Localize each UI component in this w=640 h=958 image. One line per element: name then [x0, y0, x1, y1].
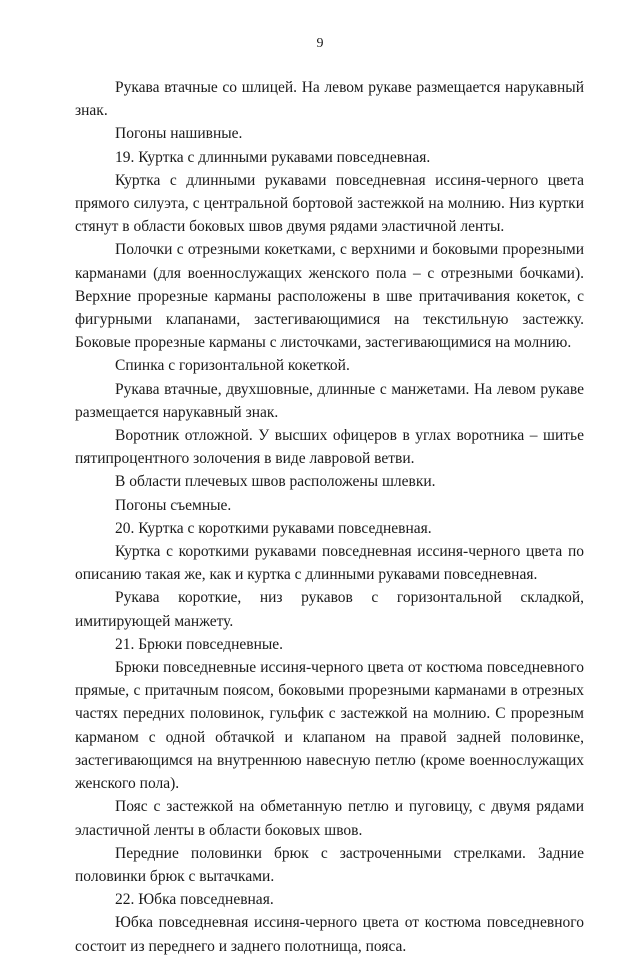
- paragraph: Брюки повседневные иссиня-черного цвета от костюма повседневного прямые, с притачным поясом, боковыми прорезными карманами в отрезных частях передних половинок, гульфик с застежкой на молнию. С прорезным карманом с одной обтачкой и клапаном на правой задней половинке, застегивающимся на внутреннюю навесную петлю (кроме военнослужащих женского пола).: [75, 659, 584, 793]
- paragraph: Погоны съемные.: [115, 496, 232, 514]
- paragraph: Рукава короткие, низ рукавов с горизонтальной складкой, имитирующей манжету.: [75, 589, 584, 630]
- paragraph: Куртка с короткими рукавами повседневная иссиня-черного цвета по описанию такая же, как и куртка с длинными рукавами повседневная.: [75, 543, 584, 584]
- paragraph: Полочки с отрезными кокетками, с верхними и боковыми прорезными карманами (для военнослужащих женского пола – с отрезными бочками). Верхние прорезные карманы расположены в шве притачивания кокеток, с фигурными клапанами, застегивающимися на текстильную застежку. Боковые прорезные карманы с листочками, застегивающимися на молнию.: [75, 241, 584, 352]
- paragraph: Погоны нашивные.: [115, 125, 243, 143]
- paragraph: Рукава втачные со шлицей. На левом рукаве размещается нарукавный знак.: [75, 79, 584, 120]
- section-heading: 20. Куртка с короткими рукавами повседневная.: [115, 519, 432, 537]
- paragraph: Юбка повседневная иссиня-черного цвета от костюма повседневного состоит из переднего и заднего полотнища, пояса.: [75, 914, 584, 955]
- page-number: 9: [316, 36, 324, 51]
- section-heading: 19. Куртка с длинными рукавами повседневная.: [115, 148, 431, 166]
- paragraph: Рукава втачные, двухшовные, длинные с манжетами. На левом рукаве размещается нарукавный знак.: [75, 380, 584, 421]
- section-heading: 21. Брюки повседневные.: [115, 635, 284, 653]
- paragraph: Передние половинки брюк с застроченными стрелками. Задние половинки брюк с вытачками.: [75, 844, 584, 885]
- paragraph: Воротник отложной. У высших офицеров в углах воротника – шитье пятипроцентного золочения в виде лавровой ветви.: [75, 427, 584, 468]
- paragraph: Пояс с застежкой на обметанную петлю и пуговицу, с двумя рядами эластичной ленты в области боковых швов.: [75, 798, 584, 839]
- document-body: [75, 76, 584, 958]
- paragraph: В области плечевых швов расположены шлевки.: [115, 473, 436, 491]
- section-heading: 22. Юбка повседневная.: [115, 891, 274, 909]
- paragraph: Спинка с горизонтальной кокеткой.: [115, 357, 350, 375]
- paragraph: Куртка с длинными рукавами повседневная иссиня-черного цвета прямого силуэта, с центральной бортовой застежкой на молнию. Низ куртки стянут в области боковых швов двумя рядами эластичной ленты.: [75, 171, 584, 236]
